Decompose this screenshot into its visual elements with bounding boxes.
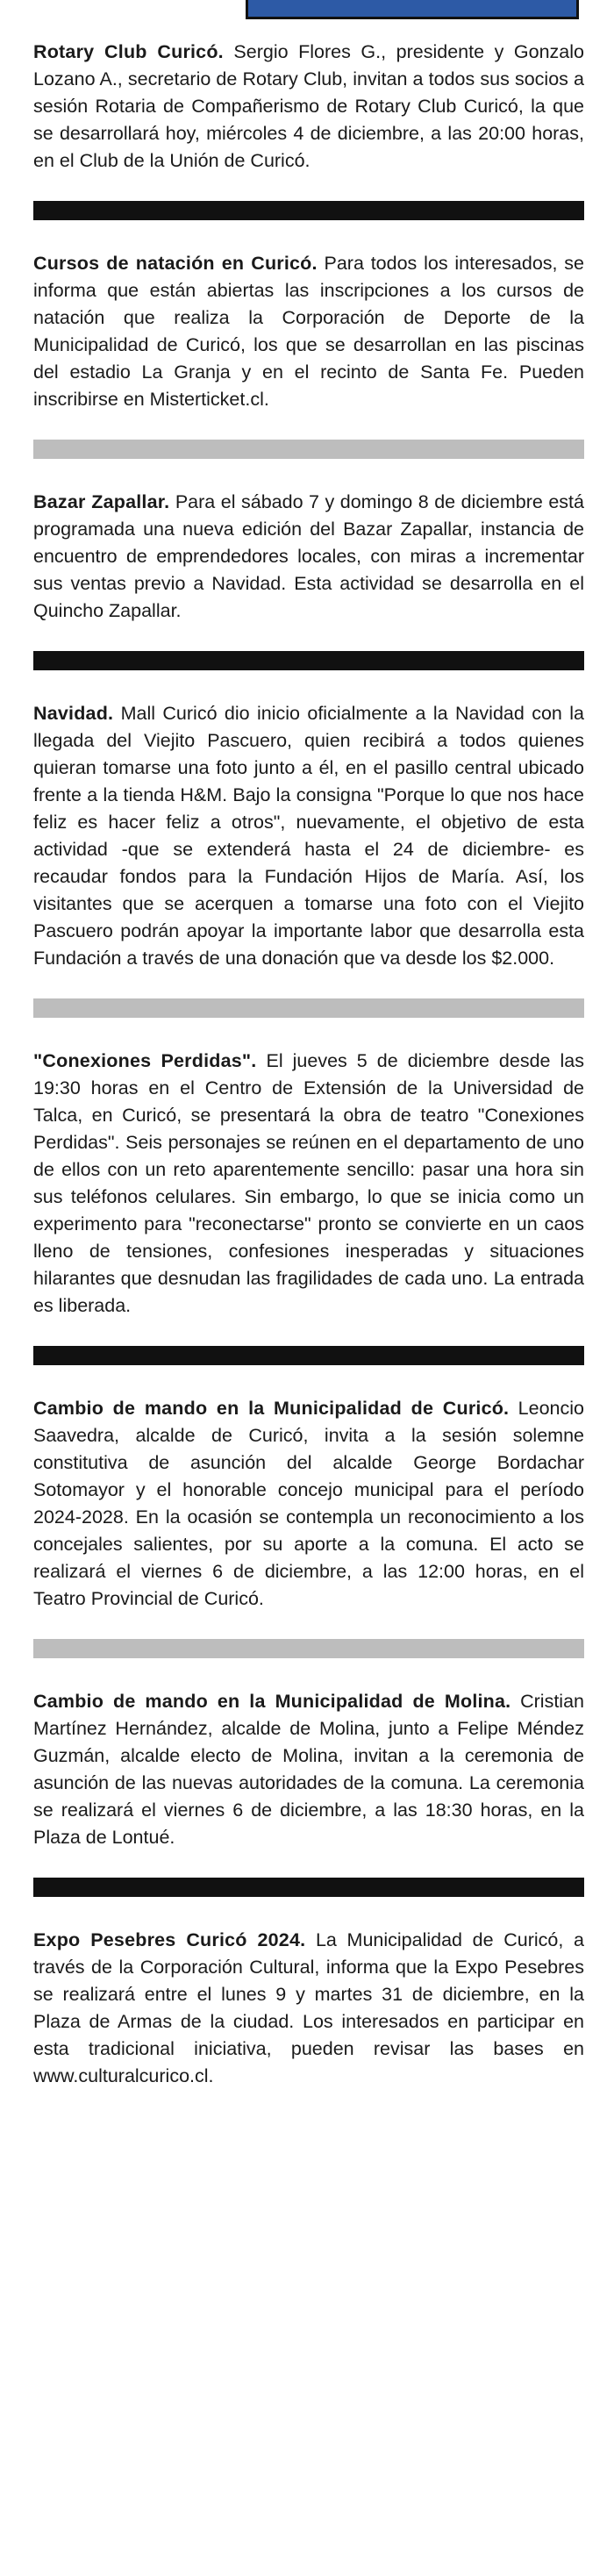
notice-navidad bbox=[33, 700, 584, 972]
notice-heading: Expo Pesebres Curicó 2024. bbox=[33, 1929, 306, 1950]
notice-heading: Cambio de mando en la Municipalidad de Curicó. bbox=[33, 1398, 510, 1419]
notice-body: El jueves 5 de diciembre desde las 19:30 horas en el Centro de Extensión de la Universidad de Talca, en Curicó, se presentará la obra de teatro "Conexiones Perdidas". Seis personajes se reúnen en el departamento de uno de ellos con un reto aparentemente sencillo: pasar una hora sin sus teléfonos celulares. Sin embargo, lo que se inicia como un experimento para "reconectarse" pronto se convierte en un caos lleno de tensiones, confesiones inesperadas y situaciones hilarantes que desnudan las fragilidades de cada uno. La entrada es liberada. bbox=[33, 1050, 584, 1316]
divider bbox=[33, 1878, 584, 1897]
notice-body: Sergio Flores G., presidente y Gonzalo Lozano A., secretario de Rotary Club, invitan a todos sus socios a sesión Rotaria de Compañerismo de Rotary Club Curicó, la que se desarrollará hoy, miércoles 4 de diciembre, a las 20:00 horas, en el Club de la Unión de Curicó. bbox=[33, 41, 584, 171]
divider bbox=[33, 1639, 584, 1658]
notice-heading: Rotary Club Curicó. bbox=[33, 41, 224, 62]
notice-body: Mall Curicó dio inicio oficialmente a la Navidad con la llegada del Viejito Pascuero, quien recibirá a todos quienes quieran tomarse una foto junto a él, en el pasillo central ubicado frente a la tienda H&M. Bajo la consigna "Porque lo que nos hace feliz es hacer feliz a otros", nuevamente, el objetivo de esta actividad -que se extenderá hasta el 24 de diciembre- es recaudar fondos para la Fundación Hijos de María. Así, los visitantes que se acerquen a tomarse una foto con el Viejito Pascuero podrán apoyar la importante labor que desarrolla esta Fundación a través de una donación que va desde los $2.000. bbox=[33, 703, 584, 969]
notice-natacion bbox=[33, 250, 584, 413]
divider bbox=[33, 1346, 584, 1365]
notice-body: La Municipalidad de Curicó, a través de la Corporación Cultural, informa que la Expo Pesebres se realizará entre el lunes 9 y martes 31 de diciembre, en la Plaza de Armas de la ciudad. Los interesados en participar en esta tradicional iniciativa, pueden revisar las bases en www.culturalcurico.cl. bbox=[33, 1929, 584, 2086]
notice-expo-pesebres bbox=[33, 1927, 584, 2090]
notice-conexiones bbox=[33, 1048, 584, 1320]
notice-body: Para todos los interesados, se informa que están abiertas las inscripciones a los cursos de natación que realiza la Corporación de Deporte de la Municipalidad de Curicó, los que se desarrollan en las piscinas del estadio La Granja y en el recinto de Santa Fe. Pueden inscribirse en Misterticket.cl. bbox=[33, 253, 584, 410]
header-graphic bbox=[246, 0, 579, 19]
notice-bazar bbox=[33, 489, 584, 625]
notice-heading: Cursos de natación en Curicó. bbox=[33, 253, 318, 274]
divider bbox=[33, 998, 584, 1018]
divider bbox=[33, 440, 584, 459]
notice-cambio-molina bbox=[33, 1688, 584, 1851]
notice-heading: Navidad. bbox=[33, 703, 114, 724]
notice-body: Leoncio Saavedra, alcalde de Curicó, invita a la sesión solemne constitutiva de asunción del alcalde George Bordachar Sotomayor y el honorable concejo municipal para el período 2024-2028. En la ocasión se contempla un reconocimiento a los concejales salientes, por su aporte a la comuna. El acto se realizará el viernes 6 de diciembre, a las 12:00 horas, en el Teatro Provincial de Curicó. bbox=[33, 1398, 584, 1609]
notice-heading: "Conexiones Perdidas". bbox=[33, 1050, 257, 1071]
notice-rotary bbox=[33, 39, 584, 175]
notice-heading: Cambio de mando en la Municipalidad de Molina. bbox=[33, 1691, 511, 1712]
notices-column bbox=[33, 39, 584, 2090]
notice-body: Cristian Martínez Hernández, alcalde de Molina, junto a Felipe Méndez Guzmán, alcalde electo de Molina, invitan a la ceremonia de asunción de las nuevas autoridades de la comuna. La ceremonia se realizará el viernes 6 de diciembre, a las 18:30 horas, en la Plaza de Lontué. bbox=[33, 1691, 584, 1848]
notice-cambio-curico bbox=[33, 1395, 584, 1613]
divider bbox=[33, 651, 584, 670]
notice-body: Para el sábado 7 y domingo 8 de diciembre está programada una nueva edición del Bazar Zapallar, instancia de encuentro de emprendedores locales, con miras a incrementar sus ventas previo a Navidad. Esta actividad se desarrolla en el Quincho Zapallar. bbox=[33, 491, 584, 621]
divider bbox=[33, 201, 584, 220]
notice-heading: Bazar Zapallar. bbox=[33, 491, 170, 512]
